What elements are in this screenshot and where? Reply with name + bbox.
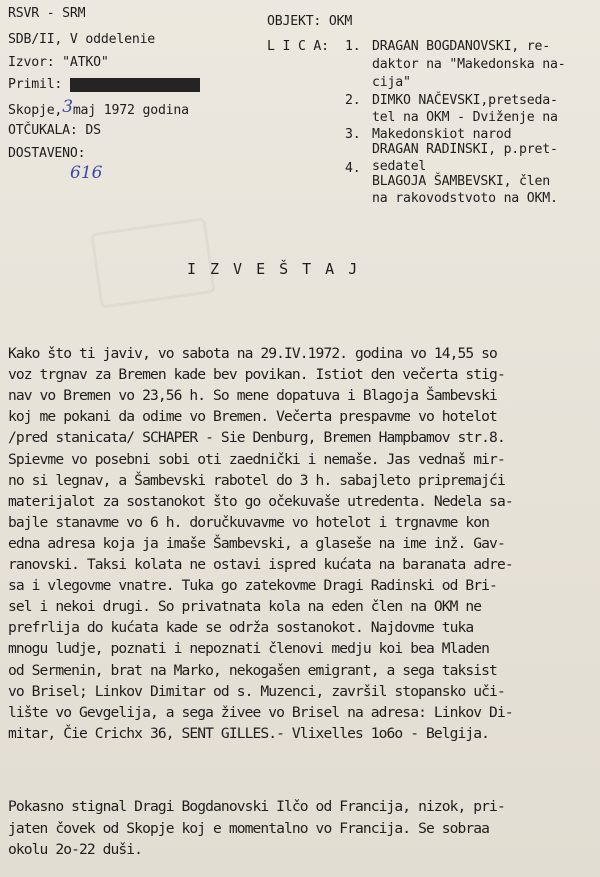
report-line: edna adresa koja ja imaše Šambevski, a glaseše na ime inž. Gav- — [8, 534, 505, 552]
report-line: koj me pokani da odime vo Bremen. Večerta prespavme vo hotelot — [8, 408, 497, 426]
date-place: Skopje, — [8, 103, 63, 118]
report-line: jaten čovek od Skopje koj e momentalno vo Francija. Se sobraa — [8, 819, 490, 837]
report-line: no si legnav, a Šambevski rabotel do 3 h. sabajleto pripremajći — [8, 471, 505, 489]
person-num: 4. — [345, 161, 361, 176]
report-line: lište vo Gevgelija, a sega živee vo Brisel na adresa: Linkov Di- — [8, 703, 513, 721]
report-line: vo Brisel; Linkov Dimitar od s. Muzenci, završil stopansko uči- — [8, 682, 505, 700]
person-line: daktor na "Makedonska na- — [372, 57, 566, 72]
report-line: bajle stanavme vo 6 h. doručkuvavme vo hotelot i trgnavme kon — [8, 513, 490, 531]
report-line: mitar, Čie Crichx 36, SENT GILLES.- Vlixelles 1o6o - Belgija. — [8, 724, 490, 742]
header-typist: OTČUKALA: DS — [8, 123, 101, 138]
report-line: /pred stanicata/ SCHAPER - Sie Denburg, Bremen Hampbamov str.8. — [8, 429, 505, 447]
person-line: BLAGOJA ŠAMBEVSKI, člen — [372, 174, 551, 189]
person-line: tel na OKM - Dviženje na — [372, 110, 558, 125]
report-line: Spievme vo posebni sobi oti zaednički i nemaše. Jas vednaš mir- — [8, 450, 505, 468]
report-line: prefrlija do kućata kade se održa sostanokot. Najdovme tuka — [8, 619, 474, 637]
received-label: Primil: — [8, 77, 70, 92]
report-line: sel i nekoi drugi. So privatnata kola na eden člen na OKM ne — [8, 598, 482, 616]
document-title: IZVEŠTAJ — [187, 260, 372, 278]
report-line: Pokasno stignal Dragi Bogdanovski Ilčo od Francija, nizok, pri- — [8, 798, 505, 815]
person-line: cija" — [372, 75, 411, 90]
report-line: Kako što ti javiv, vo sabota na 29.IV.1972. godina vo 14,55 so — [8, 345, 497, 362]
person-line: na rakovodstvoto na OKM. — [372, 191, 558, 206]
persons-label: L I C A: — [267, 39, 329, 54]
report-line: materijalot za sostanokot što go očekuvaše utredenta. Nedela sa- — [8, 492, 513, 510]
handwritten-day: 3 — [62, 97, 73, 117]
header-department: SDB/II, V oddelenie — [8, 32, 156, 47]
report-line: ranovski. Taksi kolata ne ostavi ispred kućata na baranata adre- — [8, 556, 513, 573]
person-num: 3. — [345, 127, 361, 142]
person-line: sedatel — [372, 159, 427, 174]
person-line: Makedonskiot narod — [372, 127, 512, 142]
date-rest: maj 1972 godina — [72, 103, 189, 118]
report-line: okolu 2o-22 duši. — [8, 841, 143, 858]
header-date — [8, 97, 189, 118]
header-delivered: DOSTAVENO: — [8, 146, 86, 161]
person-num: 2. — [345, 93, 361, 108]
report-line: nav vo Bremen vo 23,56 h. So mene dopatuva i Blagoja Šambevski — [8, 387, 497, 405]
report-line: od Sermenin, brat na Marko, nekogašen emigrant, a sega taksist — [8, 661, 497, 679]
report-line: mnogu ludje, poznati i nepoznati členovi medju koi bea Mladen — [8, 640, 490, 658]
report-line: sa i vlegovme vnatre. Tuka go zatekovme Dragi Radinski od Bri- — [8, 577, 497, 595]
report-line: voz trgnav za Bremen kade bev povikan. Istiot den večerta stig- — [8, 366, 505, 384]
header-received — [8, 78, 70, 91]
header-org: RSVR - SRM — [8, 6, 86, 21]
person-num: 1. — [345, 39, 361, 54]
person-line: DRAGAN BOGDANOVSKI, re- — [372, 39, 551, 54]
redaction-bar — [70, 78, 200, 92]
person-line: DIMKO NAČEVSKI,pretsedа- — [372, 93, 558, 108]
header-object: OBJEKT: OKM — [267, 14, 353, 29]
handwritten-number: 616 — [70, 163, 103, 183]
person-line: DRAGAN RADINSKI, p.pret- — [372, 142, 558, 157]
header-source: Izvor: "ATKO" — [8, 55, 109, 70]
